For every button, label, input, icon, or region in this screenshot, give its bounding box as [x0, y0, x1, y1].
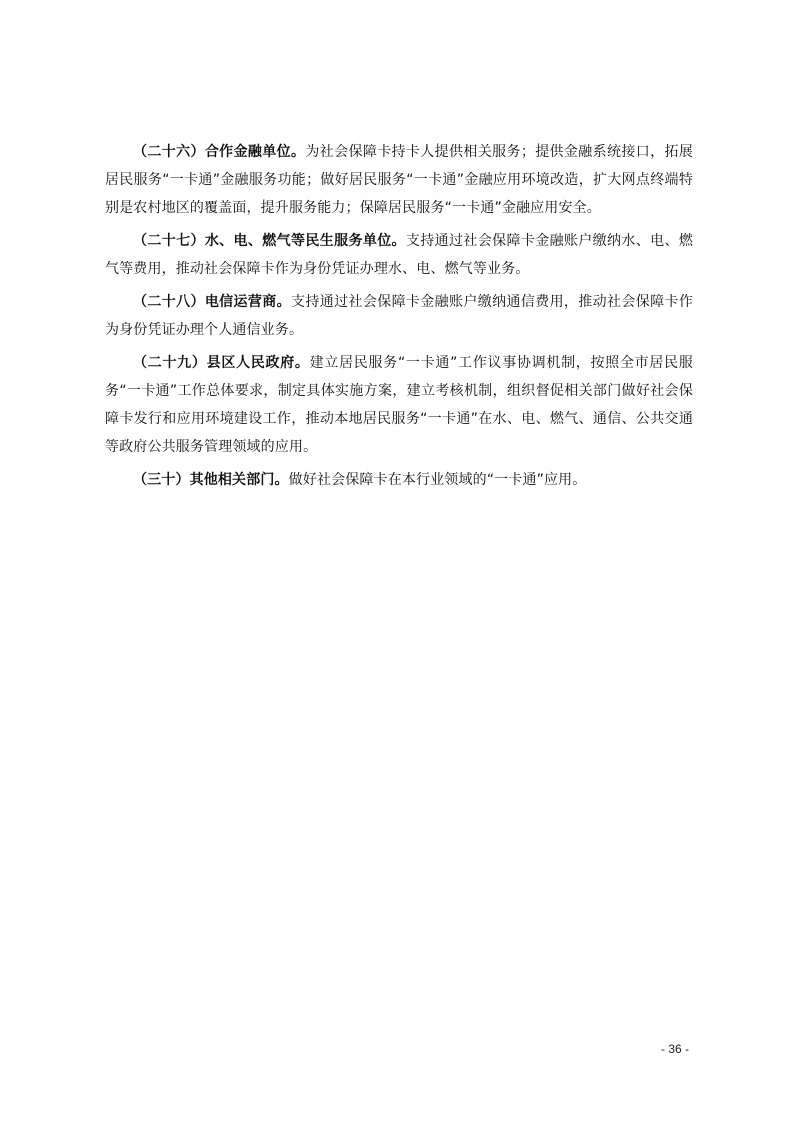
page-number: - 36 - — [660, 1042, 689, 1056]
paragraph-text: 为社会保障卡持卡人提供相关服务；提供金融系统接口，拓展居民服务“一卡通”金融服务功能；做好居民服务“一卡通”金融应用环境改造，扩大网点终端特别是农村地区的覆盖面，提升服务能力；保障居民服务“一卡通”金融应用安全。 — [105, 144, 693, 216]
paragraph-heading: （三十）其他相关部门。 — [133, 472, 289, 488]
paragraph-text: 做好社会保障卡在本行业领域的“一卡通”应用。 — [288, 472, 587, 488]
paragraph-heading: （二十八）电信运营商。 — [133, 294, 292, 310]
paragraph-heading: （二十七）水、电、燃气等民生服务单位。 — [133, 233, 406, 249]
paragraph-county-governments — [105, 349, 693, 461]
paragraph-text: 建立居民服务“一卡通”工作议事协调机制，按照全市居民服务“一卡通”工作总体要求，制定具体实施方案，建立考核机制，组织督促相关部门做好社会保障卡发行和应用环境建设工作，推动本地居民服务“一卡通”在水、电、燃气、通信、公共交通等政府公共服务管理领域的应用。 — [105, 355, 693, 455]
body-text — [105, 138, 693, 499]
paragraph-heading: （二十六）合作金融单位。 — [133, 144, 306, 160]
paragraph-other-departments — [105, 466, 693, 494]
paragraph-cooperative-financial-units — [105, 138, 693, 222]
paragraph-text: 支持通过社会保障卡金融账户缴纳水、电、燃气等费用，推动社会保障卡作为身份凭证办理水、电、燃气等业务。 — [105, 233, 693, 277]
paragraph-utility-service-units — [105, 227, 693, 283]
paragraph-heading: （二十九）县区人民政府。 — [133, 355, 310, 371]
paragraph-telecom-operators — [105, 288, 693, 344]
paragraph-text: 支持通过社会保障卡金融账户缴纳通信费用，推动社会保障卡作为身份凭证办理个人通信业务。 — [105, 294, 693, 338]
